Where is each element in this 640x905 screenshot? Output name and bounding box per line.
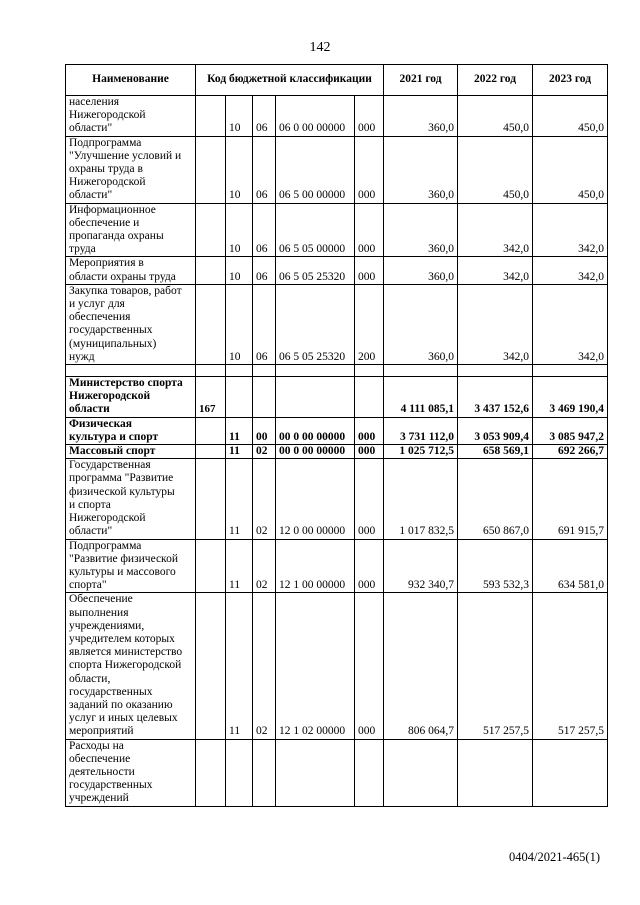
cell-name: населения Нижегородской области" — [66, 96, 196, 137]
table-row — [66, 96, 608, 137]
cell-2022: 450,0 — [458, 96, 533, 137]
cell-expense-type: 000 — [355, 445, 384, 459]
cell-2022: 342,0 — [458, 257, 533, 284]
budget-table — [65, 64, 608, 807]
cell-subsection: 02 — [253, 459, 276, 539]
cell-subsection: 06 — [253, 96, 276, 137]
cell-2021: 360,0 — [384, 257, 458, 284]
table-row — [66, 203, 608, 257]
cell-2023: 634 581,0 — [533, 539, 608, 593]
cell-subsection — [253, 739, 276, 806]
empty-cell — [226, 365, 253, 377]
table-row — [66, 445, 608, 459]
cell-ministry-code: 167 — [196, 377, 226, 418]
cell-section: 10 — [226, 96, 253, 137]
empty-cell — [533, 365, 608, 377]
cell-subsection — [253, 377, 276, 418]
cell-expense-type: 000 — [355, 136, 384, 203]
cell-target-article: 12 1 00 00000 — [276, 539, 355, 593]
cell-ministry-code — [196, 284, 226, 364]
cell-ministry-code — [196, 136, 226, 203]
cell-subsection: 02 — [253, 593, 276, 739]
empty-cell — [196, 365, 226, 377]
cell-2021: 360,0 — [384, 284, 458, 364]
cell-expense-type: 000 — [355, 593, 384, 739]
cell-subsection: 02 — [253, 539, 276, 593]
cell-target-article — [276, 377, 355, 418]
header-2021: 2021 год — [384, 65, 458, 96]
cell-2023: 450,0 — [533, 136, 608, 203]
cell-expense-type: 000 — [355, 257, 384, 284]
table-row — [66, 739, 608, 806]
cell-2022: 450,0 — [458, 136, 533, 203]
cell-section: 11 — [226, 539, 253, 593]
table-row — [66, 539, 608, 593]
cell-target-article: 00 0 00 00000 — [276, 445, 355, 459]
cell-ministry-code — [196, 417, 226, 444]
cell-2022: 342,0 — [458, 203, 533, 257]
cell-2021: 3 731 112,0 — [384, 417, 458, 444]
cell-name: Информационное обеспечение и пропаганда охраны труда — [66, 203, 196, 257]
cell-expense-type: 200 — [355, 284, 384, 364]
cell-target-article: 06 5 05 25320 — [276, 284, 355, 364]
cell-2022: 658 569,1 — [458, 445, 533, 459]
cell-target-article: 06 5 05 25320 — [276, 257, 355, 284]
cell-name: Министерство спорта Нижегородской области — [66, 377, 196, 418]
cell-expense-type — [355, 739, 384, 806]
cell-2021: 4 111 085,1 — [384, 377, 458, 418]
cell-subsection: 06 — [253, 203, 276, 257]
cell-2023 — [533, 739, 608, 806]
cell-section: 11 — [226, 459, 253, 539]
cell-section — [226, 739, 253, 806]
cell-expense-type: 000 — [355, 417, 384, 444]
cell-ministry-code — [196, 96, 226, 137]
cell-section: 10 — [226, 203, 253, 257]
cell-2023: 450,0 — [533, 96, 608, 137]
cell-2023: 342,0 — [533, 284, 608, 364]
cell-section: 11 — [226, 445, 253, 459]
header-name: Наименование — [66, 65, 196, 96]
cell-2021: 806 064,7 — [384, 593, 458, 739]
cell-2023: 692 266,7 — [533, 445, 608, 459]
table-spacer-row — [66, 365, 608, 377]
cell-name: Расходы на обеспечение деятельности государственных учреждений — [66, 739, 196, 806]
cell-section — [226, 377, 253, 418]
cell-ministry-code — [196, 257, 226, 284]
cell-name: Массовый спорт — [66, 445, 196, 459]
cell-2022: 3 437 152,6 — [458, 377, 533, 418]
table-row — [66, 136, 608, 203]
cell-subsection: 06 — [253, 284, 276, 364]
cell-expense-type: 000 — [355, 459, 384, 539]
cell-2023: 342,0 — [533, 203, 608, 257]
cell-2023: 3 469 190,4 — [533, 377, 608, 418]
cell-section: 11 — [226, 593, 253, 739]
cell-name: Обеспечение выполнения учреждениями, учредителем которых является министерство спорта Нижегородской области, государственных заданий по оказанию услуг и иных целевых мероприятий — [66, 593, 196, 739]
cell-ministry-code — [196, 593, 226, 739]
cell-2022: 3 053 909,4 — [458, 417, 533, 444]
cell-target-article: 12 0 00 00000 — [276, 459, 355, 539]
cell-2022: 342,0 — [458, 284, 533, 364]
cell-target-article: 06 5 00 00000 — [276, 136, 355, 203]
cell-ministry-code — [196, 459, 226, 539]
cell-2023: 517 257,5 — [533, 593, 608, 739]
cell-2023: 3 085 947,2 — [533, 417, 608, 444]
cell-name: Подпрограмма "Улучшение условий и охраны труда в Нижегородской области" — [66, 136, 196, 203]
empty-cell — [253, 365, 276, 377]
cell-name: Государственная программа "Развитие физической культуры и спорта Нижегородской области" — [66, 459, 196, 539]
cell-expense-type — [355, 377, 384, 418]
header-2023: 2023 год — [533, 65, 608, 96]
cell-target-article: 12 1 02 00000 — [276, 593, 355, 739]
cell-2021: 360,0 — [384, 136, 458, 203]
cell-expense-type: 000 — [355, 203, 384, 257]
cell-expense-type: 000 — [355, 96, 384, 137]
cell-2021: 1 025 712,5 — [384, 445, 458, 459]
empty-cell — [384, 365, 458, 377]
cell-2023: 691 915,7 — [533, 459, 608, 539]
header-2022: 2022 год — [458, 65, 533, 96]
cell-expense-type: 000 — [355, 539, 384, 593]
empty-cell — [355, 365, 384, 377]
empty-cell — [276, 365, 355, 377]
table-row — [66, 417, 608, 444]
cell-target-article: 00 0 00 00000 — [276, 417, 355, 444]
cell-section: 11 — [226, 417, 253, 444]
document-code: 0404/2021-465(1) — [509, 850, 600, 864]
cell-target-article: 06 5 05 00000 — [276, 203, 355, 257]
cell-2021: 932 340,7 — [384, 539, 458, 593]
cell-name: Физическая культура и спорт — [66, 417, 196, 444]
cell-name: Подпрограмма "Развитие физической культуры и массового спорта" — [66, 539, 196, 593]
table-row — [66, 377, 608, 418]
cell-2021: 360,0 — [384, 203, 458, 257]
cell-subsection: 02 — [253, 445, 276, 459]
table-row — [66, 257, 608, 284]
table-row — [66, 284, 608, 364]
cell-subsection: 06 — [253, 257, 276, 284]
table-row — [66, 593, 608, 739]
cell-subsection: 00 — [253, 417, 276, 444]
cell-2022: 650 867,0 — [458, 459, 533, 539]
cell-subsection: 06 — [253, 136, 276, 203]
cell-ministry-code — [196, 445, 226, 459]
cell-2022 — [458, 739, 533, 806]
cell-ministry-code — [196, 739, 226, 806]
header-code: Код бюджетной классификации — [196, 65, 384, 96]
cell-name: Закупка товаров, работ и услуг для обеспечения государственных (муниципальных) нужд — [66, 284, 196, 364]
cell-section: 10 — [226, 284, 253, 364]
table-header-row — [66, 65, 608, 96]
table-body — [66, 96, 608, 807]
cell-section: 10 — [226, 136, 253, 203]
cell-section: 10 — [226, 257, 253, 284]
cell-2021: 360,0 — [384, 96, 458, 137]
empty-cell — [458, 365, 533, 377]
cell-2022: 593 532,3 — [458, 539, 533, 593]
cell-ministry-code — [196, 539, 226, 593]
page-number: 142 — [309, 40, 331, 55]
cell-2021: 1 017 832,5 — [384, 459, 458, 539]
cell-2022: 517 257,5 — [458, 593, 533, 739]
cell-ministry-code — [196, 203, 226, 257]
cell-2021 — [384, 739, 458, 806]
table-row — [66, 459, 608, 539]
cell-name: Мероприятия в области охраны труда — [66, 257, 196, 284]
empty-cell — [66, 365, 196, 377]
cell-2023: 342,0 — [533, 257, 608, 284]
cell-target-article: 06 0 00 00000 — [276, 96, 355, 137]
cell-target-article — [276, 739, 355, 806]
